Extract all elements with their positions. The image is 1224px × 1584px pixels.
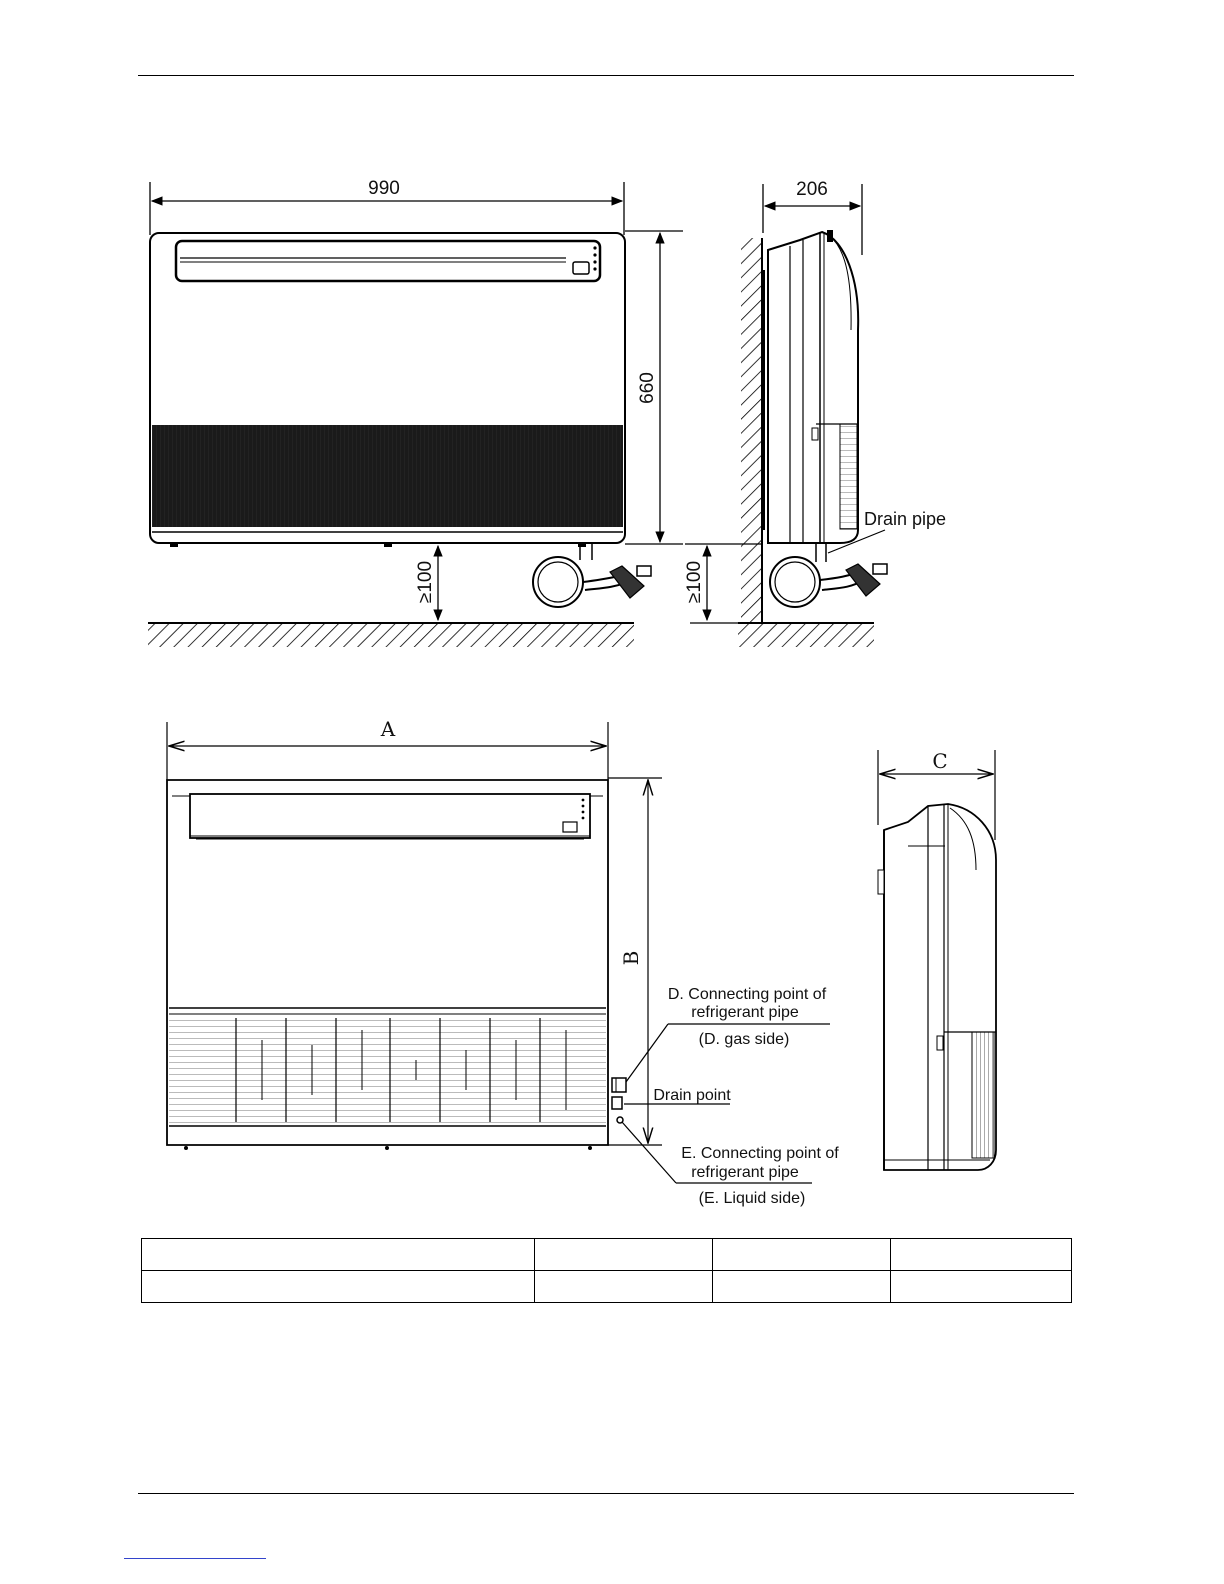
front-clearance-label: ≥100 — [415, 560, 436, 604]
drain-point-label: Drain point — [653, 1087, 731, 1104]
dimension-a-label: A — [380, 717, 396, 741]
table-cell — [713, 1271, 891, 1303]
table-row — [142, 1239, 1072, 1271]
drain-pipe-label: Drain pipe — [864, 509, 947, 529]
table-row — [142, 1271, 1072, 1303]
table-cell — [534, 1239, 713, 1271]
dimension-table — [141, 1238, 1072, 1303]
depth-206-label: 206 — [796, 179, 828, 200]
top-front-view — [148, 178, 683, 647]
bottom-side-view — [878, 749, 996, 1170]
table-cell — [891, 1271, 1072, 1303]
table-cell — [142, 1239, 535, 1271]
gas-point-line1: D. Connecting point of — [667, 986, 827, 1003]
dimension-c-label: C — [932, 749, 948, 773]
bottom-front-view — [167, 717, 839, 1207]
table-cell — [713, 1239, 891, 1271]
table-cell — [142, 1271, 535, 1303]
side-clearance-label: ≥100 — [684, 560, 705, 604]
table-cell — [534, 1271, 713, 1303]
liquid-point-line1: E. Connecting point of — [681, 1145, 839, 1162]
footer-rule — [138, 1493, 1074, 1494]
dimension-b-label: B — [619, 950, 643, 966]
width-990-label: 990 — [368, 178, 400, 199]
top-side-view — [684, 179, 946, 647]
liquid-point-line2: refrigerant pipe — [691, 1164, 799, 1181]
table-cell — [891, 1239, 1072, 1271]
height-660-label: 660 — [637, 372, 658, 404]
gas-point-line2: refrigerant pipe — [691, 1004, 799, 1021]
liquid-point-side: (E. Liquid side) — [698, 1190, 806, 1207]
gas-point-side: (D. gas side) — [698, 1031, 790, 1048]
footer-link-underline[interactable] — [124, 1558, 266, 1559]
